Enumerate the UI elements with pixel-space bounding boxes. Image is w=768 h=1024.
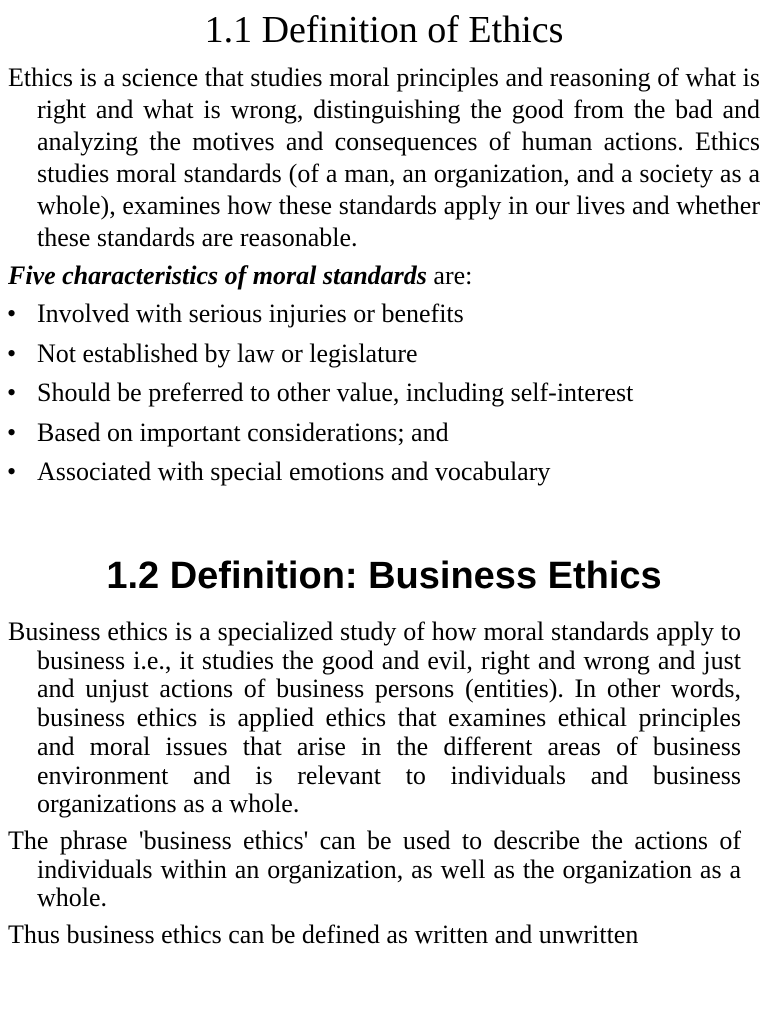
bullet-icon: • (7, 299, 17, 328)
characteristics-list (0, 298, 768, 488)
list-item (0, 298, 768, 330)
bullet-icon: • (7, 378, 17, 407)
characteristics-intro (0, 260, 768, 292)
business-ethics-thus-paragraph: Thus business ethics can be defined as written and unwritten (8, 920, 639, 950)
list-item (0, 417, 768, 449)
list-item-text: Should be preferred to other value, including self-interest (37, 378, 634, 407)
characteristics-intro-rest: are: (426, 261, 473, 290)
list-item-text: Involved with serious injuries or benefits (37, 299, 464, 328)
bullet-icon: • (7, 338, 17, 368)
list-item-text: Based on important considerations; and (37, 417, 449, 447)
list-item (0, 338, 768, 370)
section-1-heading: 1.1 Definition of Ethics (204, 9, 564, 51)
list-item-text: Associated with special emotions and vocabulary (37, 457, 551, 486)
bullet-icon: • (7, 457, 17, 486)
list-item-text: Not established by law or legislature (37, 338, 418, 368)
characteristics-intro-emphasis: Five characteristics of moral standards (8, 261, 427, 290)
ethics-definition-paragraph: Ethics is a science that studies moral principles and reasoning of what is right and what is wrong, distinguishing the good from the bad and analyzing the motives and consequences of human actions. Ethics studies moral standards (of a man, an organization, and a society as a whole), examines how these standards apply in our lives and whether these standards are reasonable. (8, 63, 760, 252)
section-2-heading: 1.2 Definition: Business Ethics (106, 555, 662, 597)
bullet-icon: • (7, 417, 17, 447)
business-ethics-definition-paragraph: Business ethics is a specialized study of how moral standards apply to business i.e., it studies the good and evil, right and wrong and just and unjust actions of business persons (entities). In other words, business ethics is applied ethics that examines ethical principles and moral issues that arise in the different areas of business environment and is relevant to individuals and business organizations as a whole. (8, 617, 741, 819)
list-item (0, 456, 768, 488)
list-item (0, 377, 768, 409)
business-ethics-phrase-paragraph: The phrase 'business ethics' can be used to describe the actions of individuals within an organization, as well as the organization as a whole. (8, 825, 741, 913)
